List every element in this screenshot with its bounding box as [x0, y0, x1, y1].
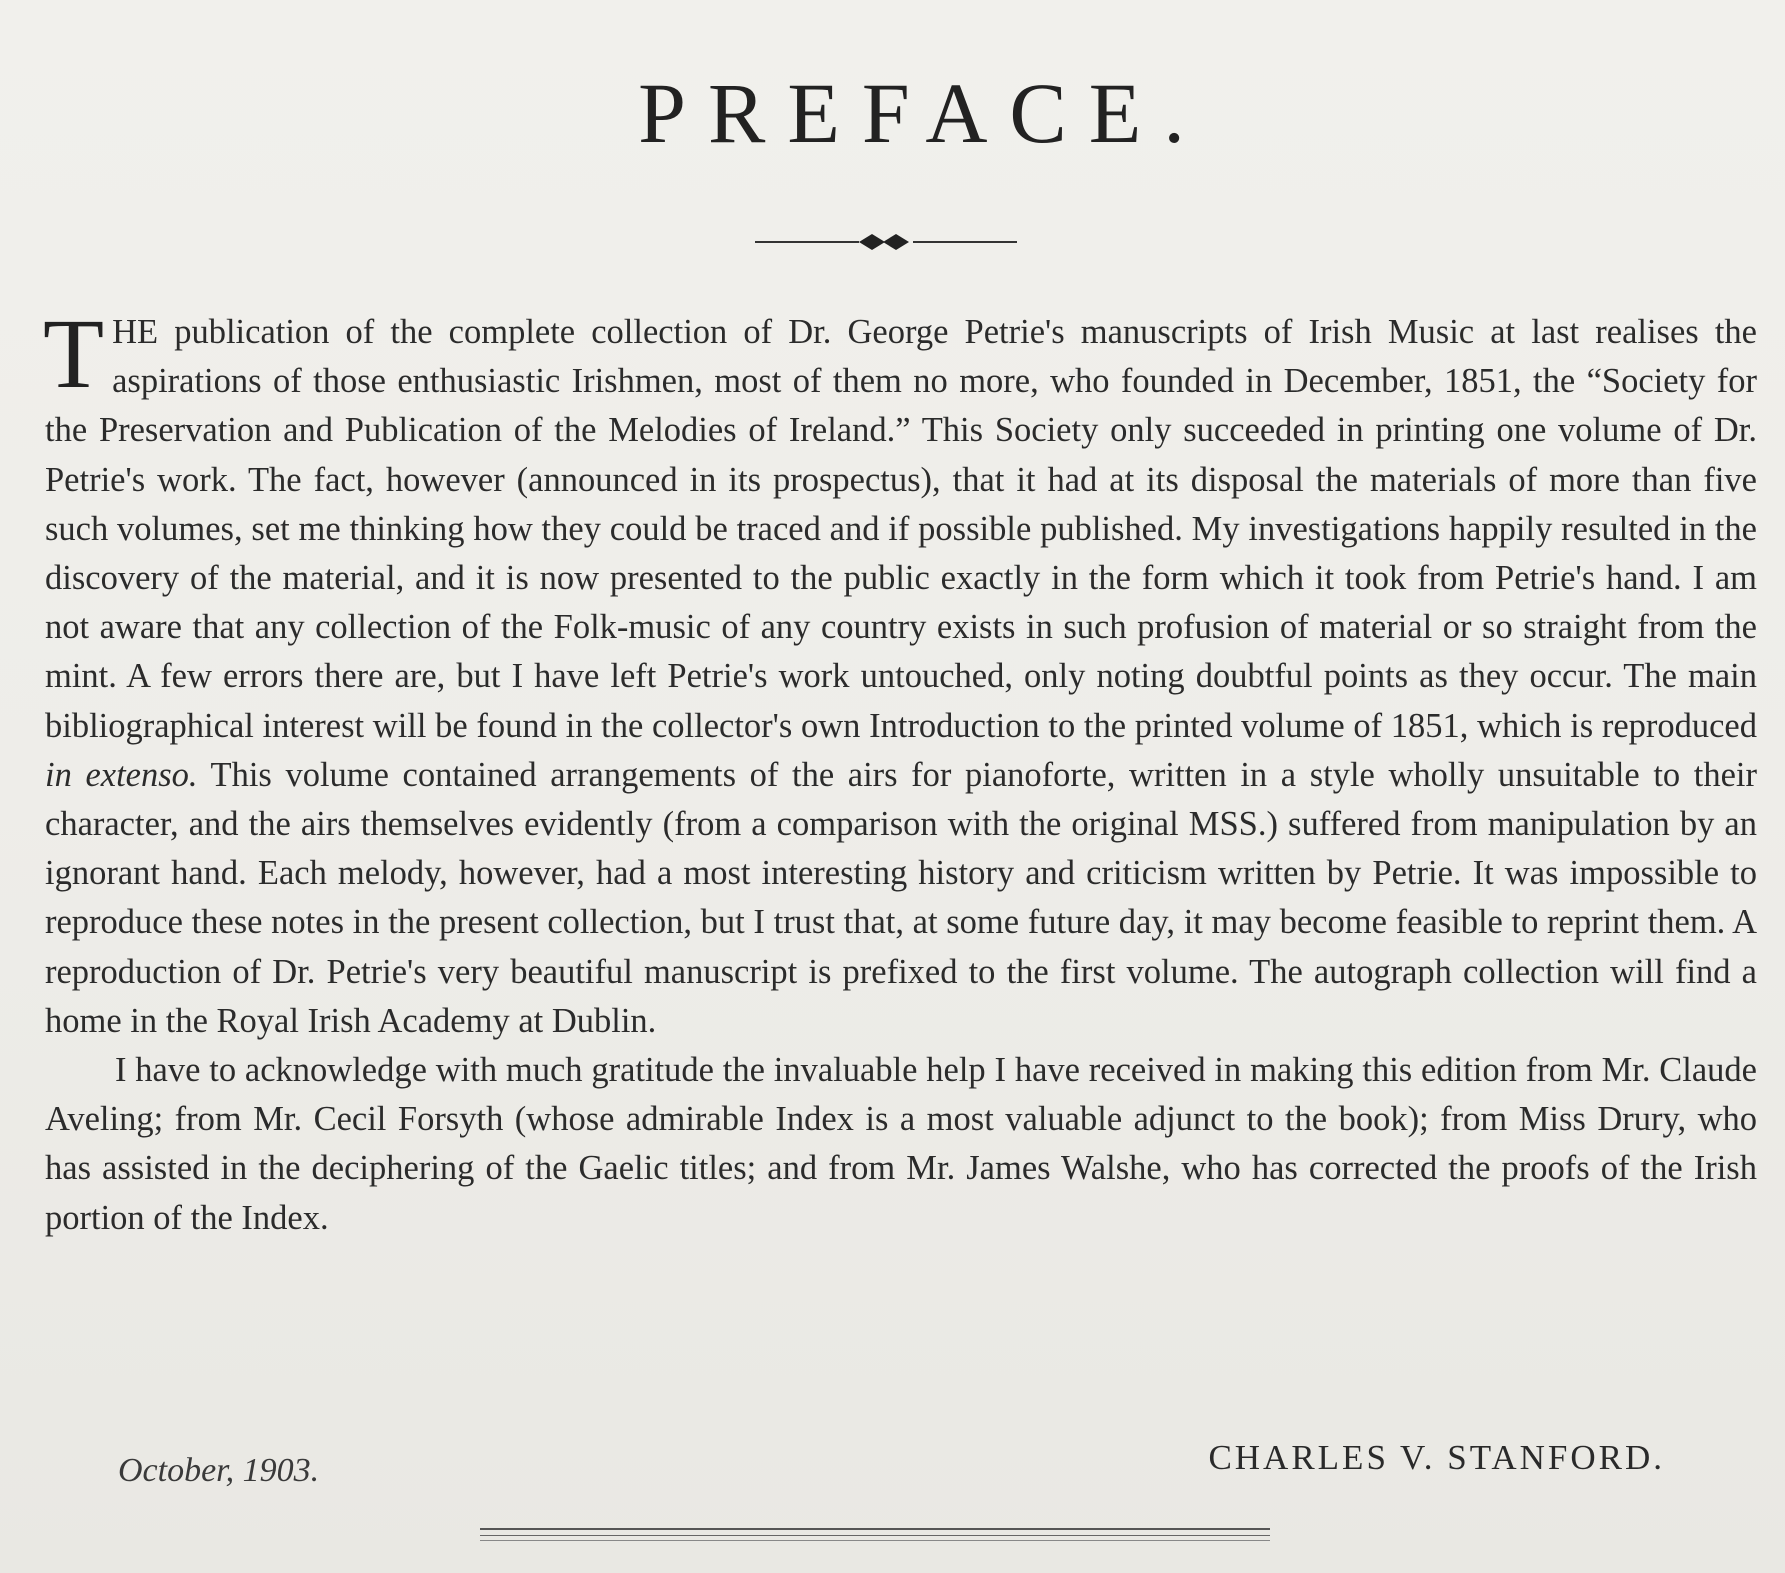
drop-cap: T: [43, 298, 105, 409]
paragraph-1-italic: in extenso.: [45, 755, 198, 794]
triple-rule-icon: [480, 1528, 1270, 1542]
double-diamond-ornament-icon: [755, 228, 1017, 256]
author-signature: CHARLES V. STANFORD.: [1208, 1438, 1665, 1477]
preface-body: [43, 298, 1757, 1243]
date-line: October, 1903.: [118, 1452, 320, 1489]
paragraph-1-rest: This volume contained arrangements of the airs for pianoforte, written in a style wholly unsuitable to their character, and the airs themselves evidently (from a comparison with the original MSS.) suffered from manipulation by an ignorant hand. Each melody, however, had a most interesting history and criticism written by Petrie. It was impossible to reproduce these notes in the present collection, but I trust that, at some future day, it may become feasible to reprint them. A reproduction of Dr. Petrie's very beautiful manuscript is prefixed to the first volume. The autograph collection will find a home in the Royal Irish Academy at Dublin.: [45, 755, 1757, 1040]
paragraph-1-text: HE publication of the complete collection of Dr. George Petrie's manuscripts of Irish Music at last realises the aspirations of those enthusiastic Irishmen, most of them no more, who founded in December, 1851, the “Society for the Preservation and Publication of the Melodies of Ireland.” This Society only succeeded in printing one volume of Dr. Petrie's work. The fact, however (announced in its prospectus), that it had at its disposal the materials of more than five such volumes, set me thinking how they could be traced and if possible published. My investigations happily resulted in the discovery of the material, and it is now presented to the public exactly in the form which it took from Petrie's hand. I am not aware that any collection of the Folk-music of any country exists in such profusion of material or so straight from the mint. A few errors there are, but I have left Petrie's work untouched, only noting doubtful points as they occur. The main bibliographical interest will be found in the collector's own Introduction to the printed volume of 1851, which is reproduced: [45, 313, 1757, 745]
preface-paragraph-1: [43, 298, 1757, 1046]
preface-paragraph-2: I have to acknowledge with much gratitude the invaluable help I have received in making this edition from Mr. Claude Aveling; from Mr. Cecil Forsyth (whose admirable Index is a most valuable adjunct to the book); from Miss Drury, who has assisted in the deciphering of the Gaelic titles; and from Mr. James Walshe, who has corrected the proofs of the Irish portion of the Index.: [45, 1051, 1757, 1237]
page-title: PREFACE.: [638, 65, 1207, 161]
